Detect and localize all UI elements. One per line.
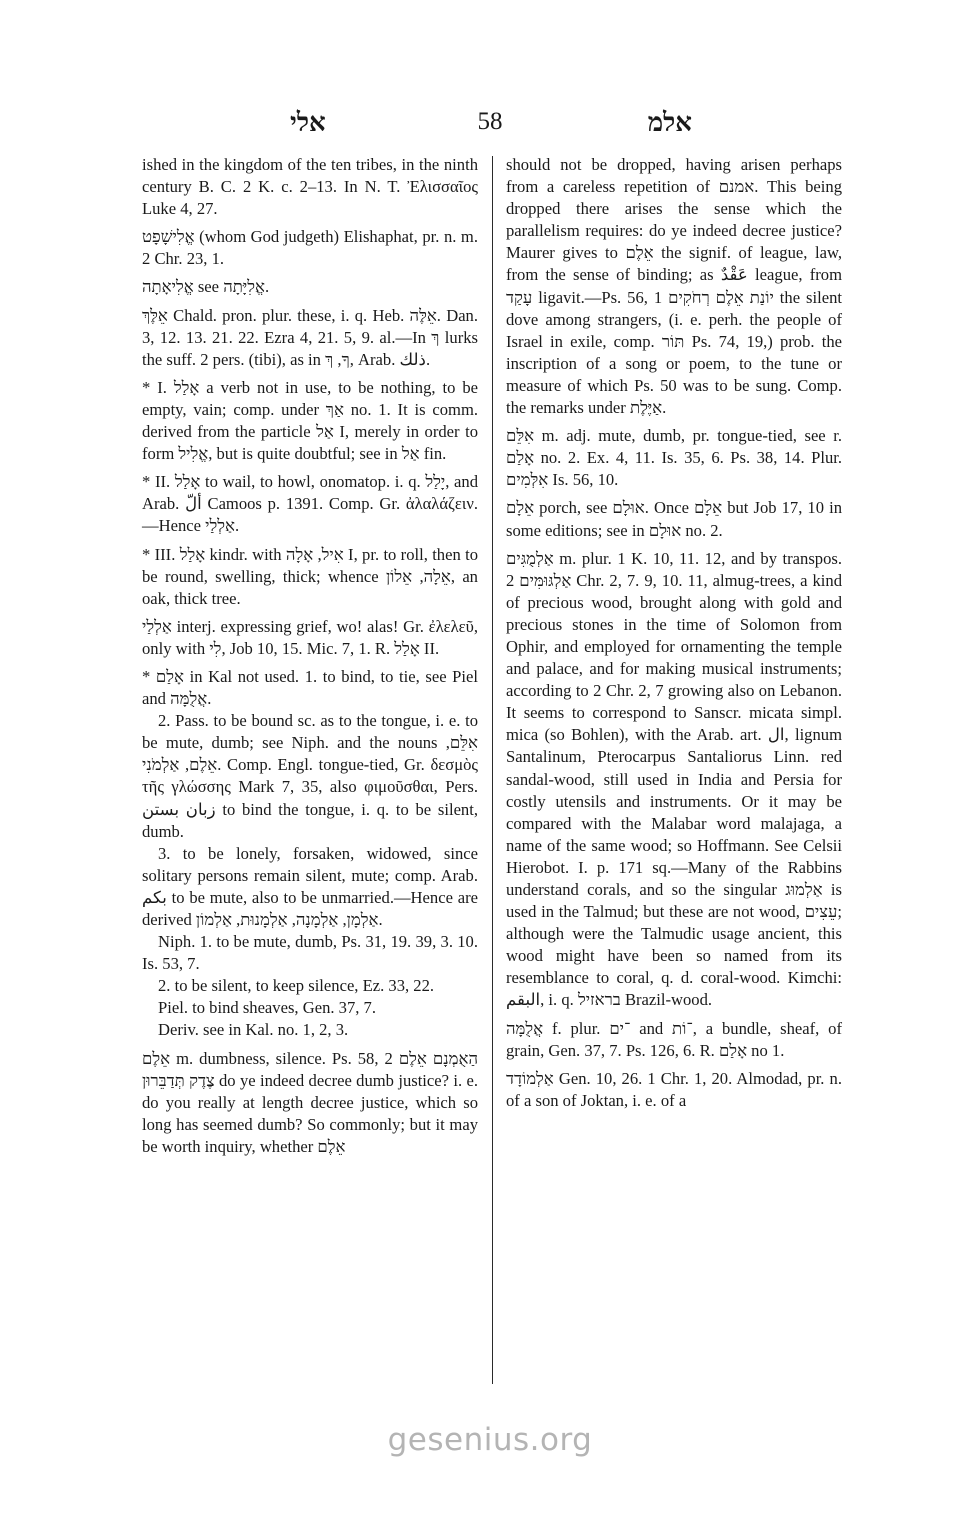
watermark: gesenius.org (387, 1422, 593, 1458)
right-running-headword: אלמ (647, 108, 692, 137)
sense: 2. Pass. to be bound sc. as to the tongue, i. e. to be mute, dumb; see Niph. and the nouns אִלֵּם, אֵלֶם, אַלְמֹנִי. Comp. Engl. tongue-tied, Gr. δεσμὸς τῆς γλώσσης Mark 7, 35, also φιμοῦσθαι, Pers. زبان بستن to bind the tongue, i. q. to be silent, dumb. (142, 711, 478, 841)
entry: should not be dropped, having arisen perhaps from a careless repetition of אמנם. This being dropped there arises the sense which the parallelism requires: do ye indeed decree justice? Maurer gives to אֵלֶם the signif. of league, law, from the sense of binding; as عَقْدٌ league, from עָקַד ligavit.—Ps. 56, 1 יוֹנַת אֵלֶם רְחֹקִים the silent dove among strangers, (i. e. perh. the people of Israel in exile, comp. תּוֹר Ps. 74, 19,) prob. the inscription of a song or poem, to the tune or measure of which Ps. 50 was to be sung. Comp. the remarks under אַיֶּלֶת. (506, 155, 843, 418)
entry: אֵלֶם m. dumbness, silence. Ps. 58, 2 הַאֻמְנָם אֵלֶם צֶדֶק תְּדַבֵּרוּן do ye indeed decree dumb justice? i. e. do you really at length decree justice, which so long has seemed dumb? So commonly; but it may be worth inquiry, whether אֵלֶם (142, 1048, 478, 1156)
entry: * III. אָלַל kindr. with אִיל, אָלָה I, pr. to roll, then to be round, swelling, thick; whence אֵלָה, אֵלוֹן, an oak, thick tree. (142, 544, 478, 608)
entry: * I. אָלַל a verb not in use, to be nothing, to be empty, vain; comp. under אַךְ no. 1. It is comm. derived from the particle אַל I, merely in order to form אֱלִיל, but is quite doubtful; see in אַל fin. (142, 377, 478, 464)
page-header (0, 108, 980, 144)
entry: ished in the kingdom of the ten tribes, in the ninth century B. C. 2 K. c. 2–13. In N. T. Ἐλισσαῖος Luke 4, 27. (142, 155, 478, 219)
page-number: 58 (477, 108, 503, 135)
entry: אֵלָם porch, see אוּלָם. Once אֵלָם but Job 17, 10 in some editions; see in אוּלָם no. 2. (506, 498, 842, 540)
entry: אַלְמֻגִּים m. plur. 1 K. 10, 11. 12, and by transpos. אַלְגּוּמִּים 2 Chr. 2, 7. 9, 10. 11, almug-trees, a kind of precious wood, brought along with gold and precious stones in the time of Solomon from Ophir, and employed for ornamenting the temple and palace, and for making musical instruments; according to 2 Chr. 2, 7 growing also on Lebanon. It seems to correspond to Sanscr. micata simpl. mica (so Bohlen), with the Arab. art. ال, lignum Santalinum, Pterocarpus Santaliorus Linn. red sandal-wood, still used in India and Persia for costly utensils and instruments. Or it may be compared with the Malabar word malajaga, a name of the same wood; so Hoffmann. See Celsii Hierobot. I. p. 171 sq.—Many of the Rabbins understand corals, and so the singular אַלְמוּג is used in the Talmud; but these are not wood, עֵצִים; although were the Talmudic usage ancient, this wood might have been so named from its resemblance to coral, q. d. coral-wood. Kimchi: البقم, i. q. בראזיל Brazil-wood. (506, 548, 843, 1010)
entry: אִלֵּם m. adj. mute, dumb, pr. tongue-tied, see r. אָלַם no. 2. Ex. 4, 11. Is. 35, 6. Ps. 38, 14. Plur. אִלְּמִים Is. 56, 10. (506, 426, 842, 490)
entry: אַלְלַי interj. expressing grief, wo! alas! Gr. ἐλελεῦ, only with לִי, Job 10, 15. Mic. 7, 1. R. אָלַל II. (142, 616, 478, 658)
sense: 3. to be lonely, forsaken, widowed, since solitary persons remain silent, mute; comp. Arab. بكم to be mute, also to be unmarried.—Hence are derived אַלְמָן, אַלְמָנָה, אַלְמָנוּת, אַלְמוֹן. (142, 843, 478, 929)
sense: Piel. to bind sheaves, Gen. 37, 7. (158, 998, 376, 1018)
entry: אֵלֶּךְ Chald. pron. plur. these, i. q. Heb. אֵלֶּה. Dan. 3, 12. 13. 21. 22. Ezra 4, 21. 5, 9. al.—In ךְ lurks the suff. 2 pers. (tibi), as in ךָ, ךְ, Arab. ذلك. (142, 305, 479, 369)
column-divider (492, 156, 493, 1384)
sense: Deriv. see in Kal. no. 1, 2, 3. (158, 1020, 349, 1040)
entry: אַלְמוֹדָד Gen. 10, 26. 1 Chr. 1, 20. Almodad, pr. n. of a son of Joktan, i. e. of a (506, 1068, 842, 1110)
left-running-headword: אלי (290, 108, 326, 137)
left-column (142, 154, 478, 1164)
entry: אֱלִיאָתָה see אֱלִיָּתָה. (142, 277, 270, 297)
entry: * אָלַם in Kal not used. 1. to bind, to tie, see Piel and אֲלֻמָּה. (142, 666, 478, 709)
right-column (506, 154, 842, 1118)
entry: אֱלִישָׁפָט (whom God judgeth) Elishaphat, pr. n. m. 2 Chr. 23, 1. (142, 227, 478, 269)
sense: Niph. 1. to be mute, dumb, Ps. 31, 19. 39, 3. 10. Is. 53, 7. (142, 932, 478, 974)
entry: אֲלֻמָּה f. plur. ־ים and ־וֹת, a bundle, sheaf, of grain, Gen. 37, 7. Ps. 126, 6. R. אָלַם no 1. (506, 1018, 842, 1060)
sense: 2. to be silent, to keep silence, Ez. 33, 22. (158, 976, 435, 996)
entry: * II. אָלַל to wail, to howl, onomatop. i. q. יָלַל, and Arab. ألّ Camoos p. 1391. Comp. Gr. ἀλαλάζειν.—Hence אַלְלַי. (142, 472, 479, 536)
